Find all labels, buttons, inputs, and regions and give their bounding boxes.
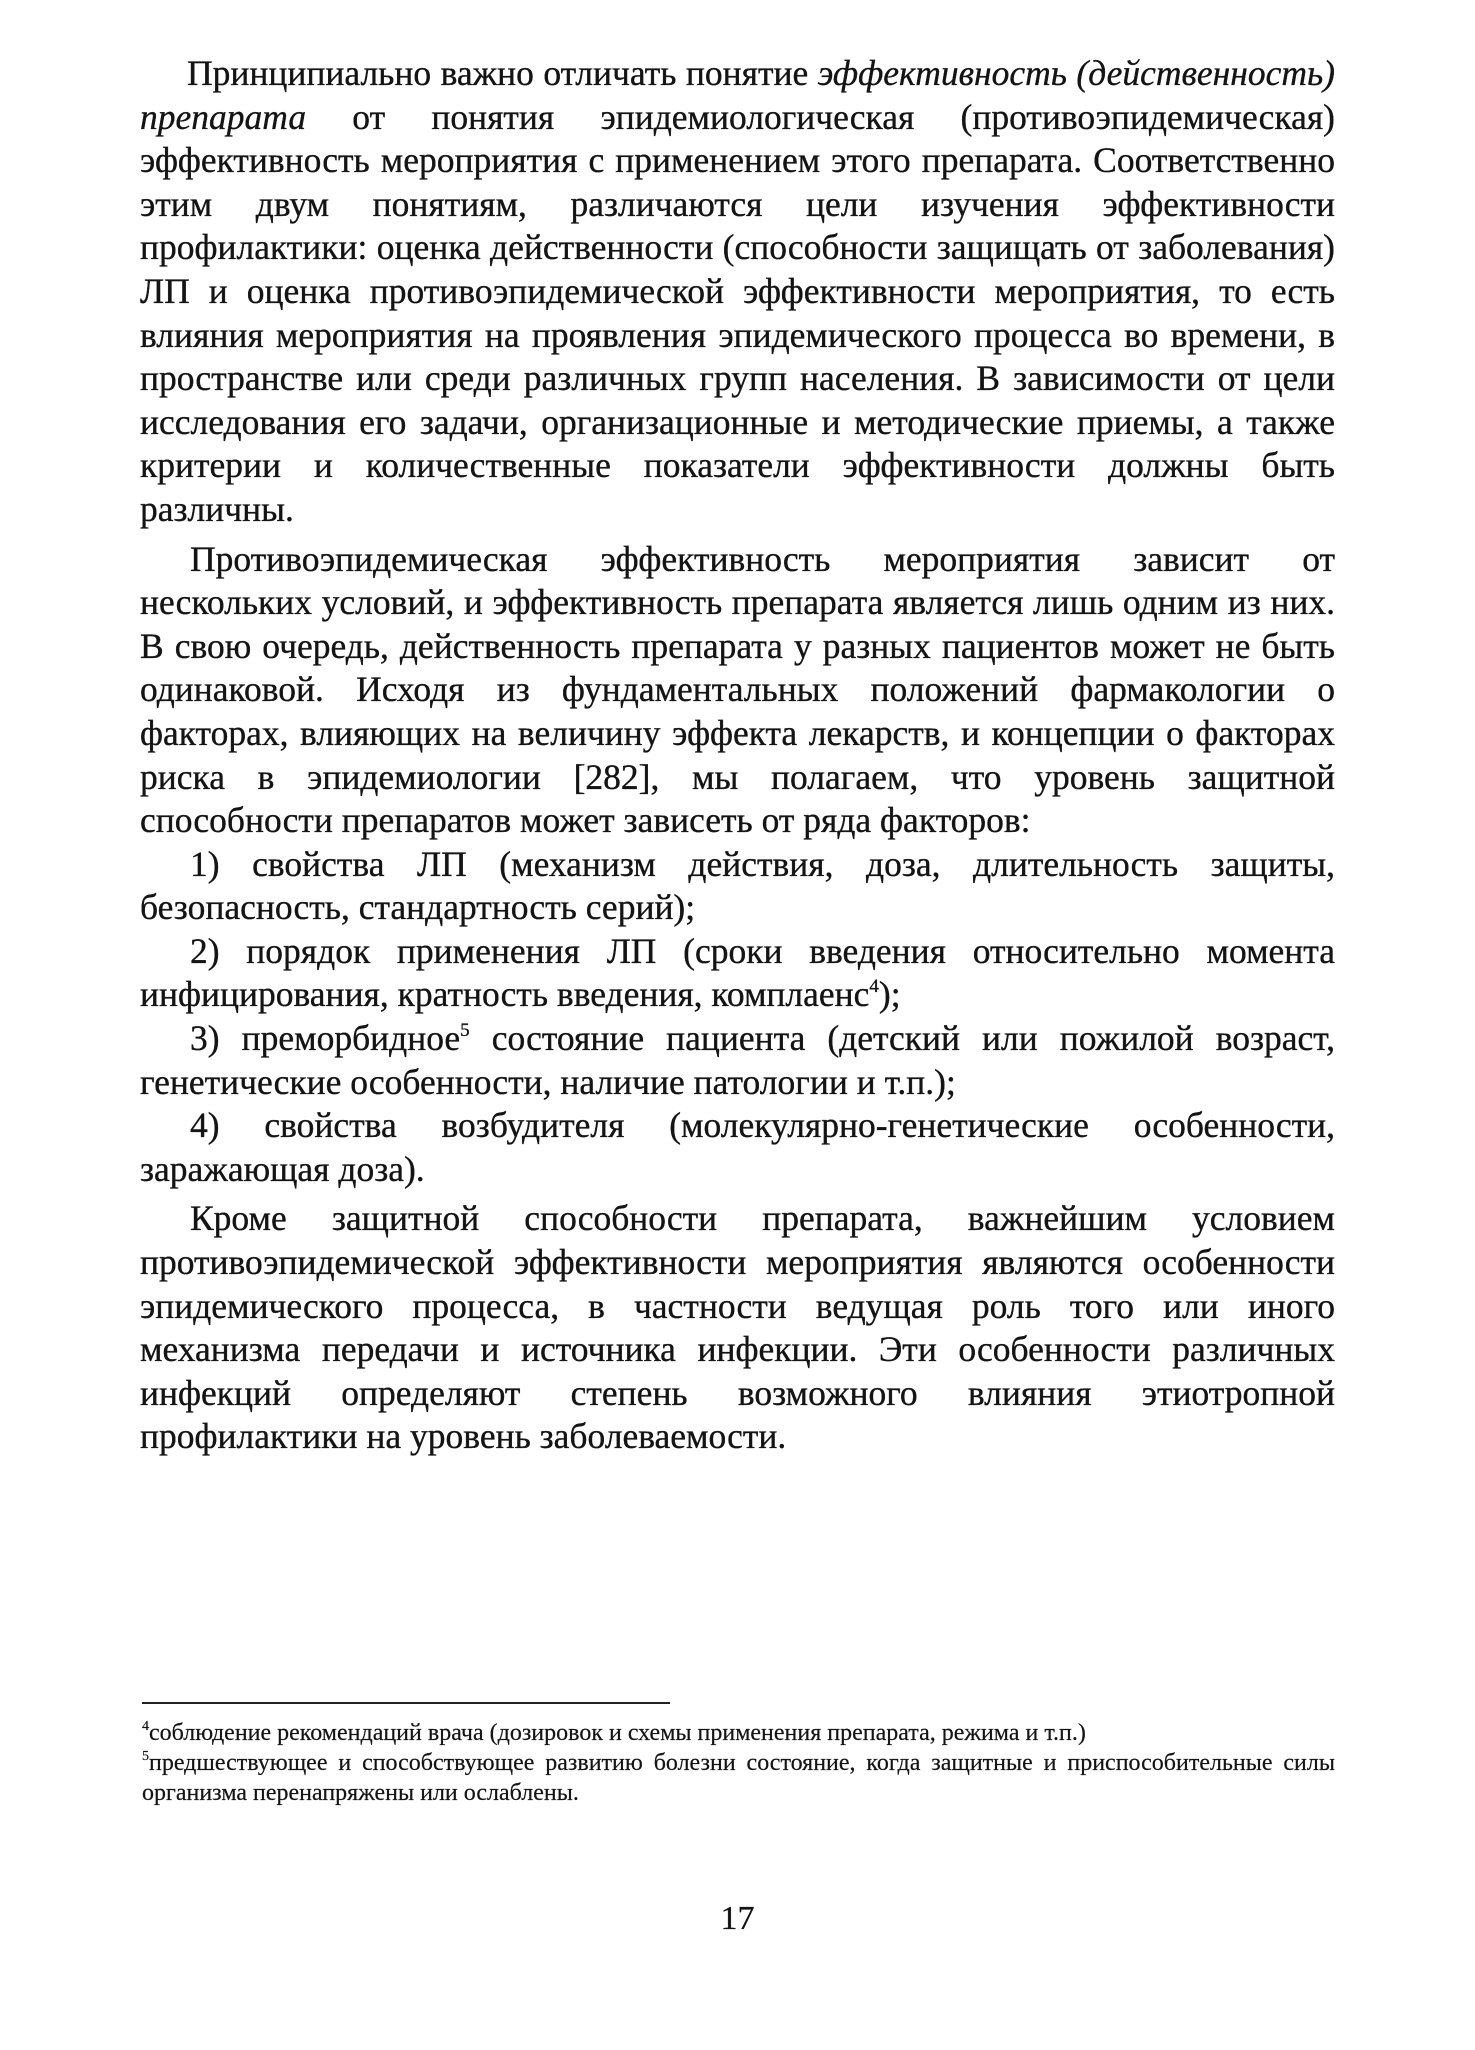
paragraph-1-emphasis: эффективность (действенность) препарата xyxy=(140,53,1335,137)
page-body xyxy=(140,52,1335,1459)
paragraph-2: Противоэпидемическая эффективность мероприятия зависит от нескольких условий, и эффективность препарата является лишь одним из них. В свою очередь, действенность препарата у разных пациентов может не быть одинаковой. Исходя из фундаментальных положений фармакологии о факторах, влияющих на величину эффекта лекарств, и концепции о факторах риска в эпидемиологии [282], мы полагаем, что уровень защитной способности препаратов может зависеть от ряда факторов: xyxy=(140,538,1335,841)
list-item-4: 4) свойства возбудителя (молекулярно-генетические особенности, заражающая доза). xyxy=(140,1105,1335,1189)
footnote-4 xyxy=(142,1718,1335,1748)
paragraph-1-lead: Принципиально важно отличать понятие xyxy=(187,53,818,93)
list-item-2 xyxy=(140,930,1335,1017)
footnote-ref-5[interactable]: 5 xyxy=(460,1020,470,1042)
list-item-3 xyxy=(140,1017,1335,1104)
paragraph-1 xyxy=(140,52,1335,532)
list-item-1: 1) свойства ЛП (механизм действия, доза, длительность защиты, безопасность, стандартность серий); xyxy=(140,843,1335,928)
paragraph-3: Кроме защитной способности препарата, важнейшим условием противоэпидемической эффективности мероприятия являются особенности эпидемического процесса, в частности ведущая роль того или иного механизма передачи и источника инфекции. Эти особенности различных инфекций определяют степень возможного влияния этиотропной профилактики на уровень заболеваемости. xyxy=(140,1198,1335,1457)
footnote-mark-4: 4 xyxy=(142,1719,149,1734)
footnote-divider xyxy=(142,1702,670,1704)
page-number: 17 xyxy=(720,1900,755,1937)
footnote-4-text: соблюдение рекомендаций врача (дозировок и схемы применения препарата, режима и т.п.) xyxy=(149,1720,1086,1746)
footnote-5 xyxy=(142,1748,1335,1808)
paragraph-1-rest: от понятия эпидемиологическая (противоэпидемическая) эффективность мероприятия с применением этого препарата. Соответственно этим двум понятиям, различаются цели изучения эффективности профилактики: оценка действенности (способности защищать от заболевания) ЛП и оценка противоэпидемической эффективности мероприятия, то есть влияния мероприятия на проявления эпидемического процесса во времени, в пространстве или среди различных групп населения. В зависимости от цели исследования его задачи, организационные и методические приемы, а также критерии и количественные показатели эффективности должны быть различны. xyxy=(140,96,1335,529)
list-item-3-text: 3) преморбидное xyxy=(190,1018,461,1059)
list-item-3-tail: состояние пациента (детский или пожилой возраст, генетические особенности, наличие патологии и т.п.); xyxy=(140,1018,1335,1102)
footnote-ref-4[interactable]: 4 xyxy=(869,976,879,998)
list-item-2-tail: ); xyxy=(878,974,901,1015)
footnote-mark-5: 5 xyxy=(142,1749,149,1764)
footnotes xyxy=(142,1718,1335,1808)
list-item-2-text: 2) порядок применения ЛП (сроки введения относительно момента инфицирования, кратность введения, комплаенс xyxy=(140,930,1335,1015)
footnote-5-text: предшествующее и способствующее развитию болезни состояние, когда защитные и приспособительные силы организма перенапряжены или ослаблены. xyxy=(142,1750,1335,1806)
